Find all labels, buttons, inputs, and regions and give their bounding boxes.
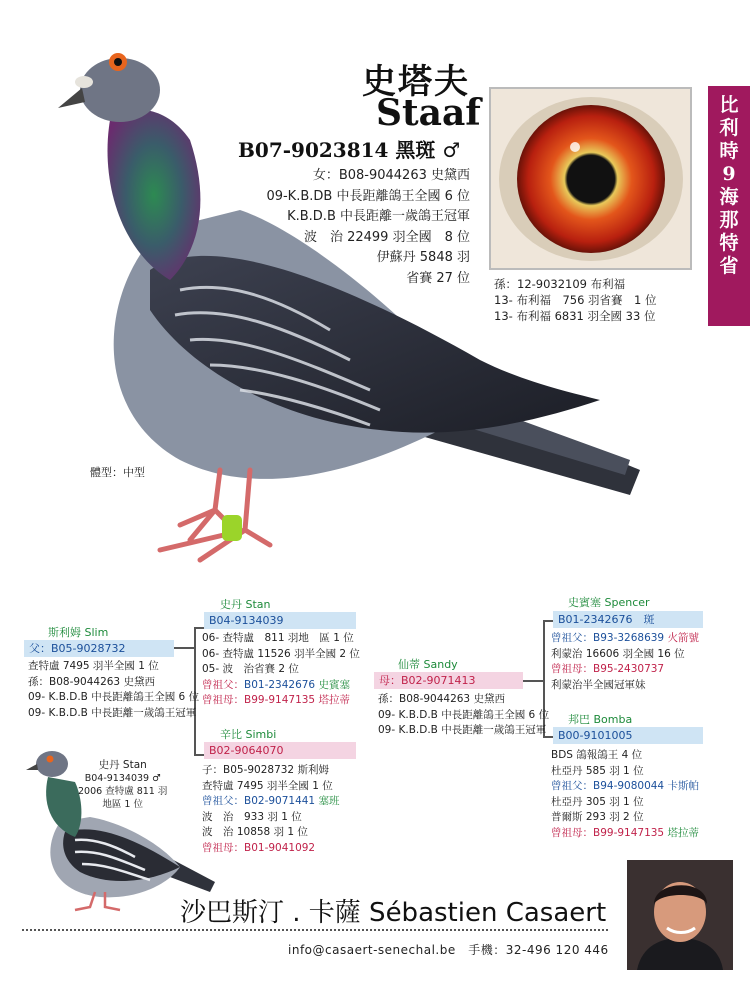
- great-grandsire-line: [202, 794, 339, 810]
- achievement-line: K.B.D.B 中長距離一歲鴿王冠軍: [287, 209, 470, 224]
- caption-line: 2006 查特盧 811 羽: [78, 786, 168, 797]
- caption-name: 史丹 Stan: [98, 759, 147, 771]
- achievement-line: 09-K.B.DB 中長距離鴿王全國 6 位: [266, 188, 470, 204]
- breeder-name: 沙巴斯汀 . 卡薩 Sébastien Casaert: [180, 898, 607, 928]
- pigeon-name: 塔拉蒂: [667, 826, 699, 839]
- detail-line: 波 治 10858 羽 1 位: [202, 826, 308, 838]
- great-granddam-line: [551, 662, 699, 678]
- region-char: 海: [719, 186, 739, 208]
- detail-line: 09- K.B.D.B 中長距離一歲鴿王冠軍: [28, 706, 197, 719]
- breeder-photo: [627, 860, 733, 970]
- dotted-divider: [22, 929, 608, 931]
- dam-sire-name: 史賓塞 Spencer: [568, 596, 650, 609]
- region-char: 利: [719, 117, 739, 139]
- detail-line: 杜亞丹 305 羽 1 位: [551, 795, 644, 808]
- achievement-line: 省賽 27 位: [406, 270, 470, 286]
- dam-sire-details: [551, 631, 699, 693]
- caption-line: B04-9134039 ♂: [84, 773, 161, 784]
- detail-line: 06- 查特盧 11526 羽半全國 2 位: [202, 647, 360, 660]
- dam-name: 仙蒂 Sandy: [398, 658, 458, 671]
- detail-line: 09- K.B.D.B 中長距離鴿王全國 6 位: [378, 708, 550, 721]
- ring: B93-3268639: [593, 632, 665, 644]
- connector-line: [194, 627, 204, 629]
- region-char: 比: [719, 94, 739, 116]
- detail-line: 孫：B08-9044263 史黛西: [378, 693, 505, 705]
- detail-line: 06- 查特盧 811 羽地 區 1 位: [202, 632, 354, 644]
- dam-dam-name: 邦巴 Bomba: [568, 713, 633, 726]
- sire-sire-name: 史丹 Stan: [220, 598, 271, 611]
- detail-line: 普爾斯 293 羽 2 位: [551, 811, 644, 823]
- label: 曾祖母：: [202, 694, 244, 706]
- eye-note-line: 13- 布利福 6831 羽全國 33 位: [494, 309, 656, 323]
- detail-line: BDS 鴿報鴿王 4 位: [551, 749, 643, 761]
- achievement-line: 伊蘇丹 5848 羽: [376, 250, 470, 265]
- label: 曾祖母：: [551, 826, 593, 839]
- detail-line: 09- K.B.D.B 中長距離鴿王全國 6 位: [28, 691, 200, 703]
- eye-note-line: 孫：12-9032109 布利福: [494, 277, 626, 291]
- eye-notes: [494, 276, 657, 324]
- great-granddam-line: [202, 693, 360, 709]
- detail-line: 05- 波 治省賽 2 位: [202, 663, 299, 675]
- sire-dam-details: [202, 763, 339, 856]
- pigeon-name: 卡斯帕: [667, 780, 699, 792]
- sire-dam-ring-bar: B02-9064070: [204, 742, 356, 759]
- pigeon-name: 塞班: [318, 795, 340, 807]
- achievement-line: 波 治 22499 羽全國 8 位: [303, 229, 470, 245]
- connector-line: [543, 620, 553, 622]
- label: 曾祖父：: [202, 678, 244, 691]
- male-symbol: ♂: [442, 138, 461, 162]
- contact-info: info@casaert-senechal.be 手機：32-496 120 446: [288, 943, 609, 957]
- ring-number: [238, 134, 460, 163]
- label: 曾祖父：: [202, 795, 244, 807]
- eye-photo: [489, 87, 692, 270]
- detail-line: 利蒙治半全國冠軍妹: [551, 678, 646, 691]
- connector-line: [174, 647, 195, 649]
- pigeon-name-english: Staaf: [376, 92, 481, 134]
- label: 曾祖母：: [202, 841, 244, 854]
- great-grandsire-line: [551, 631, 699, 647]
- region-char: 那: [719, 209, 739, 231]
- dam-dam-ring-bar: B00-9101005: [553, 727, 703, 744]
- region-tag: [708, 86, 750, 326]
- sire-name: 斯利姆 Slim: [48, 626, 109, 639]
- achievements-list: [266, 166, 470, 289]
- ring: B94-9080044: [593, 780, 665, 792]
- ring: B95-2430737: [593, 663, 665, 675]
- sire-dam-name: 辛比 Simbi: [220, 728, 277, 741]
- detail-line: 孫：B08-9044263 史黛西: [28, 675, 155, 688]
- pigeon-name-chinese: 史塔夫: [362, 62, 470, 102]
- detail-line: 杜亞丹 585 羽 1 位: [551, 764, 644, 777]
- connector-line: [523, 680, 544, 682]
- detail-line: 查特盧 7495 羽半全國 1 位: [28, 660, 159, 672]
- detail-line: 利蒙治 16606 羽全國 16 位: [551, 647, 685, 660]
- great-grandsire-line: [551, 779, 699, 795]
- detail-line: 波 治 933 羽 1 位: [202, 810, 302, 823]
- region-char: 特: [719, 232, 739, 254]
- sire-ring-bar: 父：B05-9028732: [24, 640, 174, 657]
- detail-line: 09- K.B.D.B 中長距離一歲鴿王冠軍: [378, 724, 547, 736]
- ring: B99-9147135: [244, 694, 316, 706]
- pigeon-name: 塔拉蒂: [318, 694, 350, 706]
- region-char: 9: [722, 163, 736, 185]
- dam-ring-bar: 母：B02-9071413: [374, 672, 523, 689]
- ring: B01-2342676: [244, 678, 316, 691]
- great-granddam-line: [202, 841, 339, 857]
- great-granddam-line: [551, 826, 699, 842]
- ring: B99-9147135: [593, 826, 665, 839]
- sire-sire-ring-bar: B04-9134039: [204, 612, 356, 629]
- region-char: 時: [719, 140, 739, 162]
- detail-line: 查特盧 7495 羽半全國 1 位: [202, 779, 333, 792]
- sire-sire-details: [202, 631, 360, 709]
- ring: B02-9071441: [244, 795, 316, 807]
- dam-sire-ring-bar: B01-2342676 斑: [553, 611, 703, 628]
- dam-details: [378, 692, 549, 739]
- label: 曾祖父：: [551, 780, 593, 792]
- pigeon-name: 史賓塞: [318, 678, 350, 691]
- dam-dam-details: [551, 748, 699, 841]
- great-grandsire-line: [202, 678, 360, 694]
- ring-text: B07-9023814 黑斑: [238, 138, 436, 162]
- ring: B01-9041092: [244, 841, 316, 854]
- pigeon-name: 火箭號: [667, 632, 699, 644]
- detail-line: 子：B05-9028732 斯利姆: [202, 764, 329, 776]
- caption-line: 地區 1 位: [102, 799, 143, 810]
- label: 曾祖母：: [551, 663, 593, 675]
- thumbnail-caption: [78, 759, 167, 811]
- region-char: 省: [719, 255, 739, 277]
- achievement-line: 女：B08-9044263 史黛西: [312, 168, 470, 183]
- label: 曾祖父：: [551, 632, 593, 644]
- eye-note-line: 13- 布利福 756 羽省賽 1 位: [494, 293, 657, 307]
- body-type: 體型：中型: [90, 466, 145, 479]
- sire-details: [28, 659, 199, 721]
